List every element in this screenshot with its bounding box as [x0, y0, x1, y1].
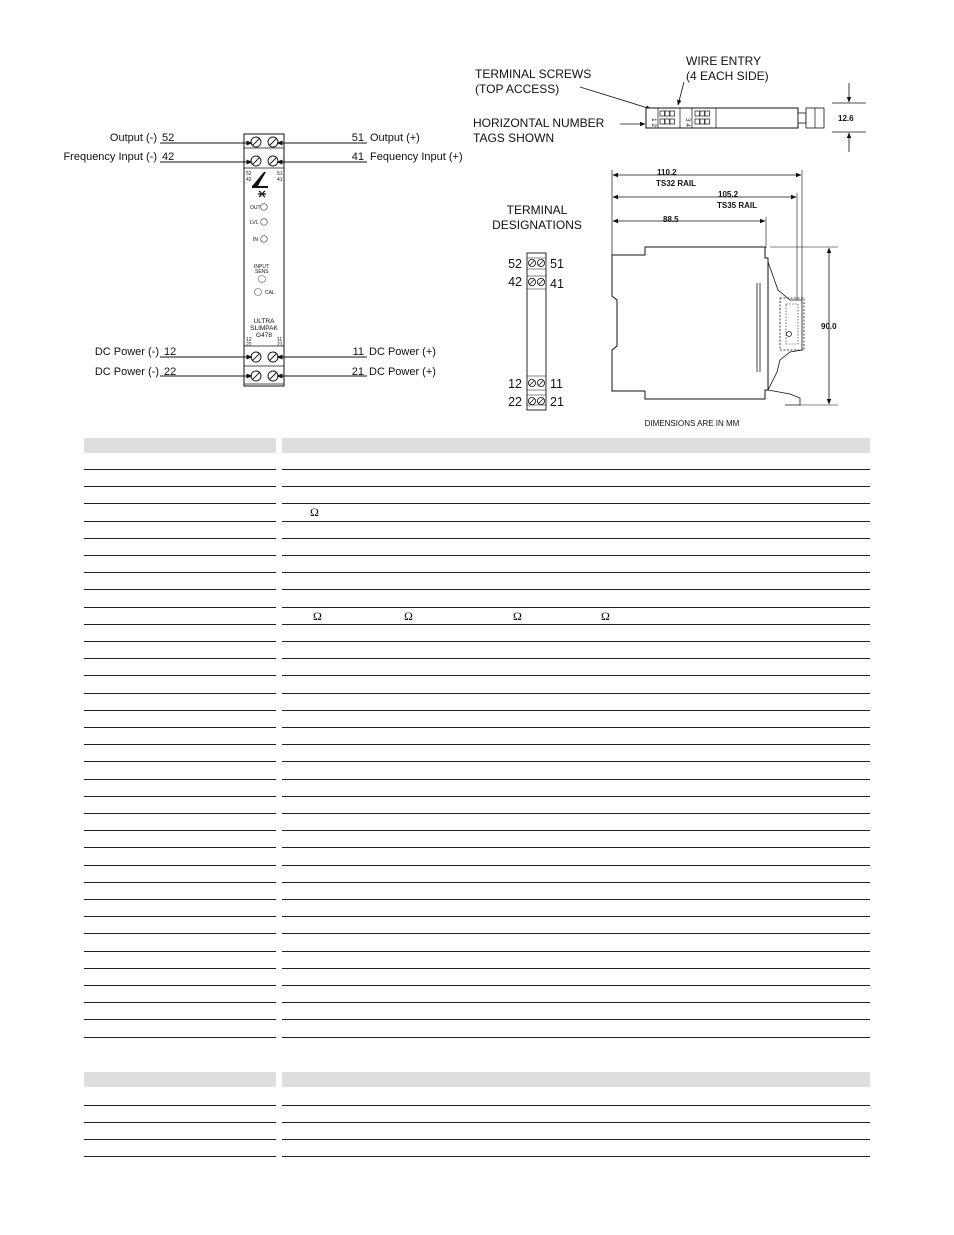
terminal-number: 22	[164, 366, 177, 378]
table-header	[282, 438, 870, 453]
callout-number-tags: HORIZONTAL NUMBER	[473, 116, 605, 130]
table-row	[282, 1019, 870, 1020]
table-row	[84, 1002, 276, 1003]
table-row	[84, 1139, 276, 1140]
callout-wire-entry: (4 EACH SIDE)	[686, 69, 769, 83]
wire-label: DC Power (+)	[369, 346, 436, 358]
module-bottom-number: 11	[277, 337, 283, 343]
table-row	[282, 521, 870, 522]
terminal-number: 51	[550, 257, 564, 271]
table-row	[282, 1105, 870, 1106]
pot-label: SENS	[255, 269, 269, 275]
designations-title: DESIGNATIONS	[492, 218, 582, 232]
table-row	[282, 899, 870, 900]
table-row	[282, 727, 870, 728]
table-row	[84, 933, 276, 934]
module-name: SLIMPAK	[250, 325, 278, 332]
terminal-number: 21	[351, 366, 364, 378]
ohm-symbol: Ω	[313, 609, 322, 623]
terminal-number: 41	[351, 151, 364, 163]
terminal-number: 11	[550, 377, 563, 391]
terminal-number: 41	[550, 277, 564, 291]
dimensions-note: DIMENSIONS ARE IN MM	[644, 419, 740, 428]
table-row	[84, 1019, 276, 1020]
table-row	[84, 847, 276, 848]
led-label: LVL	[250, 220, 259, 226]
table-row	[84, 589, 276, 590]
terminal-number: 12	[508, 377, 522, 391]
table-row	[84, 675, 276, 676]
table-row	[84, 830, 276, 831]
table-row	[84, 486, 276, 487]
table-row	[282, 1122, 870, 1123]
wire-label: DC Power (-)	[94, 346, 159, 358]
terminal-number: 22	[508, 395, 522, 409]
module-bottom-number: 12	[246, 337, 252, 343]
table-row	[84, 658, 276, 659]
pot-label: INPUT	[254, 264, 269, 270]
table-row	[84, 899, 276, 900]
table-row	[84, 624, 276, 625]
callout-terminal-screws: (TOP ACCESS)	[475, 82, 560, 96]
table-row	[84, 693, 276, 694]
ohm-symbol: Ω	[404, 609, 413, 623]
table-row	[282, 813, 870, 814]
terminal-number: 12	[164, 346, 177, 358]
led-label: OUT	[250, 205, 261, 211]
table-row	[282, 693, 870, 694]
dimension-value: 90.0	[821, 322, 837, 331]
ohm-symbol: Ω	[601, 609, 610, 623]
module-name: ULTRA	[253, 318, 275, 325]
table-row	[84, 968, 276, 969]
table-row	[84, 727, 276, 728]
module-bottom-number: 21	[277, 342, 283, 348]
wire-label: DC Power (+)	[369, 366, 436, 378]
table-row	[84, 555, 276, 556]
table-row	[84, 761, 276, 762]
wire-label: Frequency Input (-)	[63, 151, 157, 163]
table-row	[282, 641, 870, 642]
dimension-value: 12.6	[838, 114, 854, 123]
dimension-value: 105.2	[718, 190, 739, 199]
ohm-symbol: Ω	[513, 609, 522, 623]
table-row	[84, 641, 276, 642]
table-row	[282, 503, 870, 504]
designations-title: TERMINAL	[506, 203, 568, 217]
callout-number-tags: TAGS SHOWN	[473, 131, 555, 145]
table-row	[282, 951, 870, 952]
table-row	[84, 916, 276, 917]
table-row	[282, 572, 870, 573]
table-row	[282, 744, 870, 745]
table-header	[84, 438, 276, 453]
table-row	[282, 555, 870, 556]
terminal-number: 52	[508, 257, 522, 271]
table-row	[84, 813, 276, 814]
table-row	[84, 538, 276, 539]
pot-label: CAL	[265, 290, 275, 296]
table-row	[282, 1037, 870, 1038]
module-bottom-number: 22	[246, 342, 252, 348]
terminal-number: 52	[162, 132, 175, 144]
table-row	[84, 744, 276, 745]
table-row	[84, 521, 276, 522]
table-row	[282, 658, 870, 659]
table-row	[84, 865, 276, 866]
module-name: G478	[256, 332, 272, 339]
table-row	[282, 1002, 870, 1003]
module-top-number: 52	[246, 171, 252, 177]
dimension-label: TS32 RAIL	[656, 179, 697, 188]
table-row	[282, 589, 870, 590]
table-row	[282, 761, 870, 762]
table-row	[282, 469, 870, 470]
table-row	[282, 624, 870, 625]
table-row	[282, 1156, 870, 1157]
table-row	[282, 916, 870, 917]
table-row	[84, 607, 276, 608]
wire-label: Output (+)	[370, 132, 420, 144]
table-row	[84, 1122, 276, 1123]
table-row	[282, 882, 870, 883]
module-top-number: 51	[277, 171, 283, 177]
table-row	[282, 779, 870, 780]
table-header	[84, 1072, 276, 1087]
table-row	[282, 865, 870, 866]
terminal-number: 42	[162, 151, 175, 163]
table-row	[84, 572, 276, 573]
terminal-number: 51	[351, 132, 364, 144]
tag-number: 3 4	[684, 118, 691, 128]
terminal-number: 42	[508, 275, 522, 289]
table-row	[282, 796, 870, 797]
table-row	[282, 985, 870, 986]
tag-number: 1 2	[650, 118, 657, 128]
table-row	[84, 779, 276, 780]
terminal-number: 11	[352, 346, 364, 358]
table-row	[84, 796, 276, 797]
table-row	[84, 1156, 276, 1157]
callout-terminal-screws: TERMINAL SCREWS	[475, 67, 592, 81]
table-row	[84, 951, 276, 952]
table-row	[84, 882, 276, 883]
module-top-number: 42	[246, 177, 252, 183]
table-row	[84, 710, 276, 711]
table-row	[282, 710, 870, 711]
led-label: IN	[253, 237, 258, 243]
table-row	[282, 1139, 870, 1140]
table-row	[84, 1037, 276, 1038]
dimension-value: 88.5	[663, 215, 679, 224]
table-header	[282, 1072, 870, 1087]
table-row	[282, 933, 870, 934]
table-row	[282, 830, 870, 831]
table-row	[84, 503, 276, 504]
table-row	[84, 985, 276, 986]
terminal-number: 21	[550, 395, 564, 409]
table-row	[282, 675, 870, 676]
table-row	[282, 486, 870, 487]
wire-label: Fequency Input (+)	[370, 151, 463, 163]
table-row	[282, 968, 870, 969]
module-top-number: 41	[277, 177, 283, 183]
wire-label: Output (-)	[109, 132, 157, 144]
callout-wire-entry: WIRE ENTRY	[686, 54, 762, 68]
table-row	[282, 847, 870, 848]
table-row	[84, 1105, 276, 1106]
table-row	[282, 607, 870, 608]
ohm-symbol: Ω	[310, 505, 319, 519]
wire-label: DC Power (-)	[94, 366, 159, 378]
table-row	[282, 538, 870, 539]
table-row	[84, 469, 276, 470]
dimension-label: TS35 RAIL	[717, 201, 758, 210]
dimension-value: 110.2	[657, 168, 677, 177]
